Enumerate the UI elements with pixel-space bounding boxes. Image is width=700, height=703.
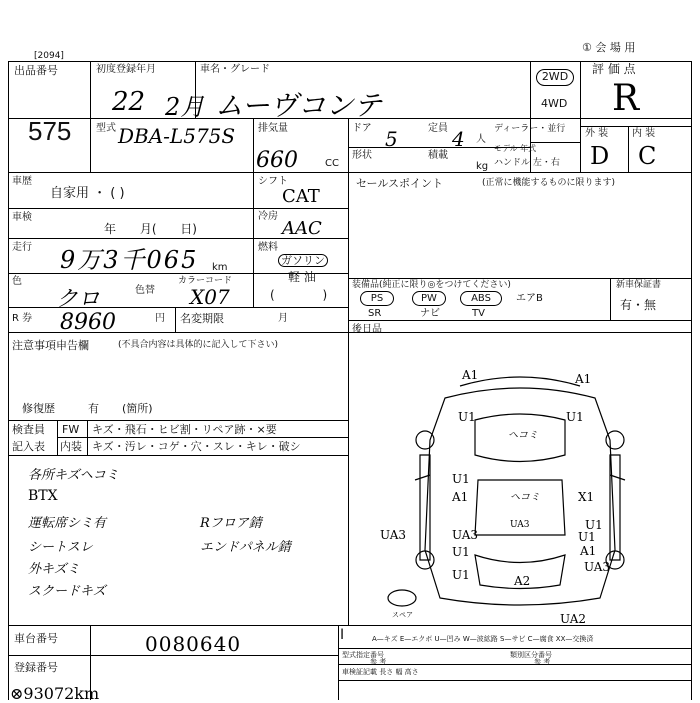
bottom-handwriting: ⊗93072km <box>10 684 100 703</box>
interior-check-text: キズ・汚レ・コゲ・穴・スレ・キレ・破シ <box>92 440 301 453</box>
rule-later <box>348 320 692 321</box>
color-value: クロ <box>56 287 101 312</box>
color-code-value: X07 <box>190 285 230 309</box>
handle-label: ハンドル 左・右 <box>494 158 560 168</box>
repair-parts: (箇所) <box>122 402 153 415</box>
lot-label: 出品番号 <box>14 64 58 77</box>
mark-u1-right-rear: U1 <box>578 530 596 544</box>
ac-value: AAC <box>282 218 322 239</box>
rule-row8 <box>8 420 348 421</box>
sales-point-note: (正常に機能するものに限ります) <box>482 178 616 188</box>
equip-navi: ナビ <box>420 308 440 319</box>
rule-footer4 <box>338 664 692 665</box>
footer-mark-i: I <box>340 627 345 643</box>
model-label: 型式 <box>96 123 116 134</box>
notes-label: 注意事項申告欄 <box>12 339 89 352</box>
class-number-label: 類別区分番号 <box>510 651 552 659</box>
equip-pw: PW <box>412 291 446 306</box>
ref-label: 参 考 <box>370 658 387 666</box>
rule-col5 <box>530 61 531 172</box>
displacement-label: 排気量 <box>258 123 288 134</box>
mark-a1-front-right: A1 <box>575 372 592 386</box>
chassis-label: 車台番号 <box>14 632 58 645</box>
color-label: 色 <box>12 276 22 287</box>
model-year-label: モデル 年式 <box>494 144 537 153</box>
rule-equip <box>348 278 692 279</box>
capacity-unit: 人 <box>476 134 486 145</box>
grade-value: R <box>612 78 640 119</box>
name-change-month: 月 <box>278 313 288 324</box>
note-line-7: Rフロア錆 <box>200 516 262 531</box>
mark-a2-rear: A2 <box>514 574 531 588</box>
rule-dealer-split <box>530 142 580 143</box>
rule-col11 <box>338 625 339 700</box>
shape-label: 形状 <box>352 150 372 161</box>
equip-abs: ABS <box>460 291 502 306</box>
rule-footer3 <box>338 648 692 649</box>
recycle-unit: 円 <box>155 313 165 324</box>
rule-col9 <box>175 307 176 332</box>
mark-ua3-left-side: UA3 <box>380 528 407 542</box>
model-value: DBA-L575S <box>118 124 236 148</box>
mileage-label: 走行 <box>12 242 32 253</box>
grade-label: 評 価 点 <box>592 62 636 76</box>
rule-row3 <box>8 208 348 209</box>
first-reg-label: 初度登録年月 <box>96 64 156 75</box>
displacement-value: 660 <box>256 148 298 173</box>
note-line-1: 各所キズヘコミ <box>28 468 119 483</box>
equipment-label: 装備品(純正に限り◎をつけてください) <box>352 280 511 290</box>
rule-footer5 <box>338 680 692 681</box>
displacement-unit: CC <box>325 158 339 169</box>
equip-sr: SR <box>368 308 382 319</box>
mark-a1-front-left: A1 <box>462 368 479 382</box>
inspector-label: 検査員 <box>12 423 45 436</box>
load-label: 積載 <box>428 150 448 161</box>
note-line-5: 外キズミ <box>28 562 80 577</box>
ref-label-2: 参 考 <box>534 658 551 666</box>
usage-label: 車歴 <box>12 176 32 187</box>
shift-value: CAT <box>282 186 320 207</box>
type-number-label: 型式指定番号 <box>342 651 384 659</box>
entry-label: 記入表 <box>12 440 45 453</box>
interior-label: 内 装 <box>632 128 656 139</box>
spare-tire-label: スペア <box>392 611 413 619</box>
note-line-3: 運転席シミ有 <box>28 516 107 531</box>
first-reg-year: 22 <box>112 87 146 117</box>
dims-label: 車検証記載 長さ 幅 高さ <box>342 668 419 676</box>
fw-text: キズ・飛石・ヒビ割・リペア跡・×要 <box>92 423 277 436</box>
chassis-value: 0080640 <box>145 632 242 656</box>
mark-u1-front-left: U1 <box>458 410 476 424</box>
mark-ua3-right-side: UA3 <box>584 560 611 574</box>
mark-ua3-trunk: UA3 <box>510 520 530 530</box>
rule-col1 <box>90 61 91 172</box>
lot-number: 575 <box>28 116 72 146</box>
warranty-label: 新車保証書 <box>616 280 662 290</box>
rule-col7 <box>628 126 629 172</box>
mark-u1-left-rear: U1 <box>452 545 470 559</box>
mark-x1-right-front-door: X1 <box>578 490 595 504</box>
interior-grade: C <box>638 142 657 170</box>
repair-label: 修復歴 <box>22 402 55 415</box>
mark-u1-right-rear-door: U1 <box>585 518 603 532</box>
name-change-label: 名変期限 <box>180 312 224 325</box>
equip-airbag: エアB <box>516 293 543 304</box>
drive-2wd-circled: 2WD <box>536 69 574 86</box>
note-line-2: BTX <box>28 488 58 504</box>
fuel-option: 軽 油 <box>288 270 316 284</box>
rule-right <box>691 61 692 700</box>
exterior-grade: D <box>590 142 610 170</box>
usage-value: 自家用 ・ ( ) <box>50 186 125 201</box>
load-unit: kg <box>476 161 489 172</box>
dealer-label: ディーラー・並行 <box>494 124 566 134</box>
exterior-label: 外 装 <box>585 128 609 139</box>
warranty-value: 有・無 <box>620 298 657 312</box>
rule-col3 <box>253 118 254 172</box>
later-items-label: 後日品 <box>352 324 382 335</box>
rule-grade-split <box>580 126 691 127</box>
car-name-label: 車名・グレード <box>200 64 270 75</box>
rule-row2 <box>8 172 692 173</box>
color-code-label: カラーコード <box>178 276 233 286</box>
equip-ps: PS <box>360 291 394 306</box>
mark-a1-left-front-door: A1 <box>452 490 469 504</box>
rule-row9 <box>8 455 348 456</box>
ac-label: 冷房 <box>258 211 278 222</box>
drive-4wd: 4WD <box>541 97 568 110</box>
color-change-label: 色替 <box>135 285 155 296</box>
mark-roof-dent: ヘコミ <box>510 492 540 503</box>
shaken-label: 車検 <box>12 212 32 223</box>
first-reg-month: 2月 <box>165 93 205 121</box>
repair-value: 有 <box>88 402 99 415</box>
fuel-paren: ( ) <box>270 288 328 302</box>
rule-col12 <box>610 278 611 320</box>
interior-check-label: 内装 <box>60 440 82 453</box>
door-value: 5 <box>385 127 398 151</box>
car-name: ムーヴコンテ <box>215 89 382 122</box>
shift-label: シフト <box>258 176 288 187</box>
mileage-value: 9万3千065 <box>60 246 199 274</box>
fw-label: FW <box>62 423 80 436</box>
mark-ua3-left-rear-door: UA3 <box>452 528 479 542</box>
fuel-value-circled: ガソリン <box>278 254 328 267</box>
door-label: ドア <box>352 123 372 134</box>
damage-legend: A—キズ E—エクボ U—凹み W—波絋路 S—サビ C—腐食 XX—交換済 <box>372 635 594 643</box>
venue-use-label: ① 会 場 用 <box>582 41 636 54</box>
note-line-4: シートスレ <box>28 540 93 555</box>
registration-label: 登録番号 <box>14 661 58 674</box>
equip-tv: TV <box>472 308 485 319</box>
fuel-label: 燃料 <box>258 242 278 253</box>
rule-col8 <box>253 172 254 307</box>
note-line-8: エンドパネル錆 <box>200 540 291 555</box>
capacity-value: 4 <box>452 127 465 151</box>
rule-col6 <box>580 61 581 172</box>
mark-hood-dent: ヘコミ <box>508 430 538 441</box>
rule-col4 <box>348 118 349 625</box>
mileage-unit: km <box>212 262 228 273</box>
capacity-label: 定員 <box>428 123 448 134</box>
rule-top <box>8 61 692 62</box>
mark-u1-left-front-door: U1 <box>452 472 470 486</box>
recycle-label: R 券 <box>12 313 33 324</box>
mark-u1-left-rear-quarter: U1 <box>452 568 470 582</box>
recycle-value: 8960 <box>60 310 116 335</box>
note-line-6: スクードキズ <box>28 584 106 599</box>
mark-ua2-rear-bumper: UA2 <box>560 612 587 626</box>
mark-u1-front-right: U1 <box>566 410 584 424</box>
rule-left <box>8 61 9 700</box>
rule-row8b <box>57 437 348 438</box>
mark-a1-right-rear: A1 <box>580 544 597 558</box>
sales-point-label: セールスポイント <box>356 177 444 190</box>
notes-note: (不具合内容は具体的に記入して下さい) <box>118 340 279 350</box>
shaken-value: 年 月( 日) <box>104 222 197 236</box>
rule-footer <box>8 625 692 626</box>
form-code: [2094] <box>34 51 64 61</box>
